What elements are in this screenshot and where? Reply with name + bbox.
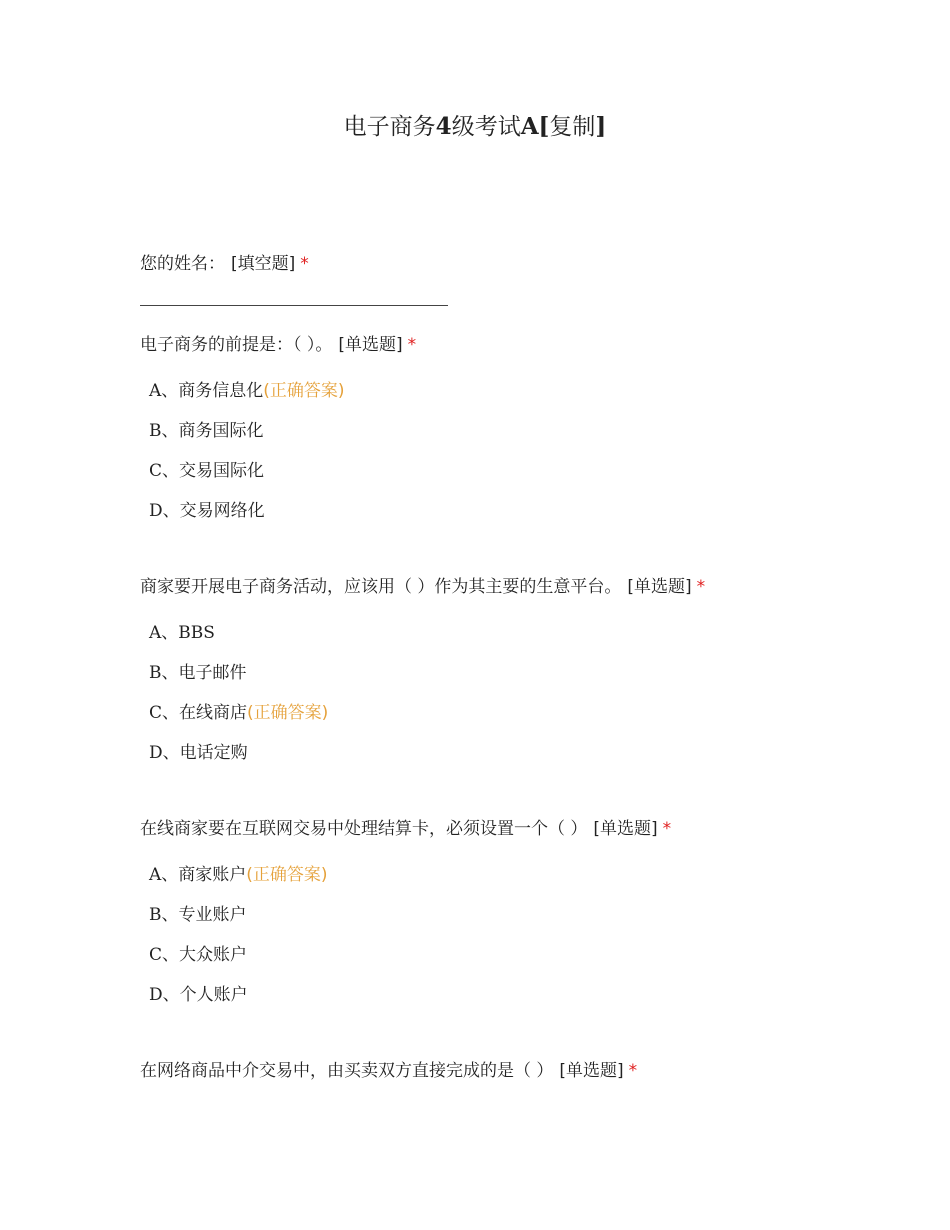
option-d[interactable]	[149, 500, 265, 522]
option-c[interactable]	[149, 944, 247, 966]
option-letter: D、	[149, 501, 180, 521]
question-stem: 您的姓名：	[140, 254, 225, 274]
question-5	[140, 1060, 637, 1082]
title-close: ]	[595, 113, 607, 140]
page-title	[0, 112, 950, 142]
title-level-number: 4	[435, 113, 452, 140]
option-a[interactable]	[149, 380, 345, 402]
option-letter: B、	[149, 421, 179, 441]
option-letter: C、	[149, 945, 180, 965]
option-c[interactable]	[149, 460, 264, 482]
question-4	[140, 818, 671, 840]
option-text: 个人账户	[179, 985, 248, 1005]
question-stem: 商家要开展电子商务活动，应该用（ ）作为其主要的生意平台。	[140, 577, 622, 597]
question-type: [单选题]	[559, 1061, 624, 1081]
title-prefix: 电子商务	[343, 114, 436, 140]
required-mark: *	[300, 254, 309, 274]
option-d[interactable]	[149, 742, 248, 764]
title-copy: 复制	[549, 114, 596, 140]
question-stem: 在网络商品中介交易中，由买卖双方直接完成的是（ ）	[140, 1061, 554, 1081]
required-mark: *	[628, 1061, 638, 1081]
option-letter: D、	[149, 985, 180, 1005]
correct-answer-label: (正确答案)	[263, 381, 345, 401]
option-letter: B、	[149, 663, 179, 683]
question-stem: 在线商家要在互联网交易中处理结算卡，必须设置一个（ ）	[140, 819, 588, 839]
option-letter: B、	[149, 905, 179, 925]
title-code: A[	[520, 113, 550, 140]
option-letter: C、	[149, 461, 180, 481]
option-letter: A、	[149, 623, 179, 643]
correct-answer-label: (正确答案)	[246, 865, 328, 885]
option-letter: D、	[149, 743, 180, 763]
option-c[interactable]	[149, 702, 328, 724]
option-b[interactable]	[149, 420, 264, 442]
option-a[interactable]	[149, 622, 215, 644]
title-mid: 级考试	[451, 114, 521, 140]
question-type: [单选题]	[338, 335, 403, 355]
option-letter: C、	[149, 703, 180, 723]
question-type: [单选题]	[627, 577, 692, 597]
name-answer-field[interactable]	[140, 305, 448, 306]
option-text: 交易网络化	[179, 501, 265, 521]
option-text: 在线商店	[179, 703, 248, 723]
question-type: [单选题]	[593, 819, 658, 839]
option-b[interactable]	[149, 904, 247, 926]
question-type: [填空题]	[231, 254, 296, 274]
option-text: 商务信息化	[178, 381, 264, 401]
option-text: BBS	[178, 623, 215, 643]
option-text: 电子邮件	[178, 663, 247, 683]
option-letter: A、	[149, 381, 179, 401]
option-text: 交易国际化	[179, 461, 265, 481]
required-mark: *	[407, 335, 417, 355]
option-text: 电话定购	[179, 743, 248, 763]
option-text: 大众账户	[179, 945, 248, 965]
option-letter: A、	[149, 865, 179, 885]
question-1	[140, 253, 309, 275]
question-stem: 电子商务的前提是：（ ）。	[140, 335, 333, 355]
option-text: 商家账户	[178, 865, 247, 885]
option-text: 商务国际化	[178, 421, 264, 441]
required-mark: *	[662, 819, 672, 839]
option-b[interactable]	[149, 662, 247, 684]
option-a[interactable]	[149, 864, 328, 886]
question-3	[140, 576, 705, 598]
question-2	[140, 334, 416, 356]
option-d[interactable]	[149, 984, 248, 1006]
correct-answer-label: (正确答案)	[247, 703, 329, 723]
required-mark: *	[696, 577, 706, 597]
option-text: 专业账户	[178, 905, 247, 925]
